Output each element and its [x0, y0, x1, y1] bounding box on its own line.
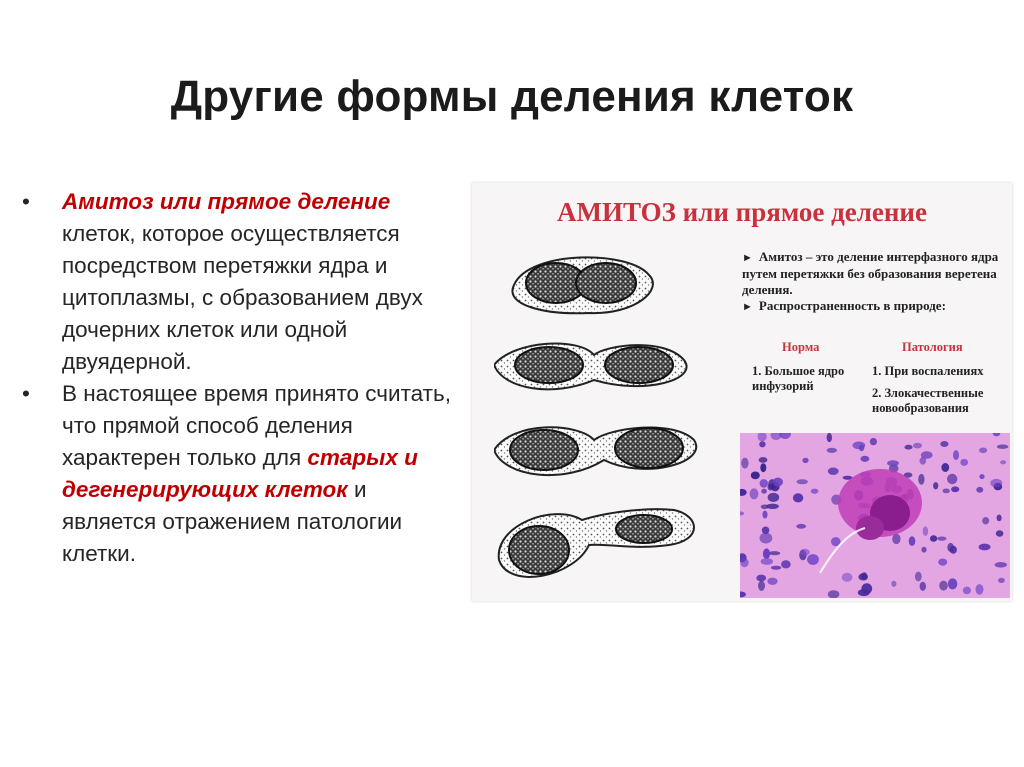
triangle-icon: ► — [742, 301, 753, 313]
stained-cell — [915, 572, 922, 582]
cell-stage-4 — [499, 509, 694, 577]
norm-item: 1. Большое ядро инфузорий — [752, 364, 845, 393]
pathology-item-2: 2. Злокачественные новообразования — [872, 386, 984, 415]
stained-cell — [951, 486, 959, 492]
stained-cell — [982, 517, 989, 524]
stained-cell — [853, 442, 866, 450]
stained-cell — [938, 559, 947, 566]
stained-cell — [793, 493, 803, 502]
stained-cell — [756, 575, 766, 582]
cell-stage-3 — [494, 427, 696, 475]
stained-cell — [947, 543, 954, 552]
stained-cell — [920, 582, 926, 591]
stained-cell — [887, 460, 899, 466]
stained-cell — [918, 474, 924, 485]
stained-cell — [760, 479, 768, 488]
old-cells-intro: В настоящее время принято считать, что прямой способ деления характерен только для — [62, 381, 451, 470]
amitosis-definition: клеток, которое осуществляется посредством перетяжки ядра и цитоплазмы, с образованием двух дочерних клеток или одной двуядерной. — [62, 221, 423, 374]
stained-cell — [995, 562, 1007, 568]
stained-cell — [768, 493, 780, 502]
stained-cell — [781, 560, 791, 568]
stained-cell — [979, 544, 991, 551]
amitosis-term: Амитоз или прямое деление — [62, 189, 391, 214]
stained-cell — [913, 443, 922, 449]
norm-header: Норма — [782, 340, 820, 354]
triangle-icon: ► — [742, 252, 753, 264]
stained-cell — [940, 441, 948, 447]
stained-cell — [943, 489, 950, 494]
stained-cell — [741, 458, 748, 469]
stained-cell — [800, 549, 810, 556]
stained-cell — [762, 511, 767, 519]
stained-cell — [979, 448, 987, 454]
stained-cell — [948, 578, 957, 589]
stained-cell — [939, 581, 948, 591]
micrograph-image — [740, 433, 1010, 598]
stained-cell — [976, 487, 983, 493]
stained-cell — [761, 505, 769, 510]
cell-division-illustration — [494, 245, 734, 595]
stained-cell — [761, 489, 767, 494]
stained-cell — [828, 468, 839, 475]
stained-cell — [997, 515, 1002, 522]
stained-cell — [758, 581, 765, 591]
stained-cell — [811, 489, 819, 494]
stained-cell — [953, 450, 959, 460]
stained-cell — [976, 584, 984, 595]
pathology-item-1: 1. При воспалениях — [872, 364, 984, 378]
stained-cell — [769, 551, 781, 555]
stained-cell — [759, 441, 765, 447]
stained-cell — [892, 534, 900, 544]
stained-cell — [763, 548, 770, 559]
stained-cell — [771, 566, 781, 570]
bullet-list — [22, 186, 462, 570]
stained-cell — [909, 536, 916, 546]
figure-description — [742, 249, 1012, 315]
old-cells-tail: и является отражением патологии клетки. — [62, 477, 403, 566]
figure-definition: ► Амитоз – это деление интерфазного ядра путем перетяжки без образования веретена деления. — [742, 249, 999, 297]
stained-cell — [796, 524, 806, 529]
old-cells-term: старых и дегенерирующих клеток — [62, 445, 418, 502]
stained-cell — [963, 587, 971, 595]
stained-cell — [802, 458, 808, 463]
stained-cell — [750, 488, 759, 499]
bullet-marker: • — [22, 381, 30, 406]
stained-cell — [827, 448, 837, 453]
figure-title: АМИТОЗ или прямое деление — [557, 197, 927, 227]
bullet-marker: • — [22, 189, 30, 214]
slide-title: Другие формы деления клеток — [170, 72, 854, 121]
stained-cell — [751, 472, 760, 480]
stained-cell — [996, 530, 1004, 536]
stained-cell — [1000, 460, 1006, 464]
stained-cell — [933, 482, 938, 489]
cell-stage-2 — [494, 344, 687, 390]
stained-cell — [740, 558, 748, 567]
stained-cell — [941, 463, 949, 472]
stained-cell — [891, 581, 896, 587]
stained-cell — [767, 578, 777, 585]
stained-cell — [760, 533, 773, 544]
stained-cell — [923, 526, 928, 536]
stained-cell — [979, 474, 984, 479]
stained-cell — [960, 459, 968, 466]
stained-cell — [797, 479, 808, 484]
stained-cell — [930, 535, 937, 542]
bullet-amitosis — [22, 186, 462, 378]
stained-cell — [990, 479, 1002, 488]
stained-cell — [861, 456, 870, 462]
stained-cell — [773, 478, 783, 487]
stained-cell — [842, 573, 853, 582]
stained-cell — [998, 578, 1005, 583]
amitosis-figure — [472, 183, 1012, 601]
stained-cell — [861, 583, 872, 594]
stained-cell — [947, 474, 957, 484]
stained-cell — [861, 572, 867, 579]
stained-cell — [997, 445, 1009, 449]
stained-cell — [870, 438, 877, 445]
figure-prevalence: ► Распространенность в природе: — [742, 298, 946, 313]
stained-cell — [759, 457, 768, 463]
stained-cell — [807, 554, 819, 565]
pathology-header: Патология — [902, 340, 963, 354]
stained-cell — [921, 547, 926, 553]
stained-cell — [904, 445, 912, 450]
cell-stage-1 — [512, 257, 652, 313]
stained-cell — [827, 433, 832, 442]
stained-cell — [937, 537, 946, 541]
stained-cell — [761, 558, 773, 565]
stained-cell — [760, 463, 766, 472]
bullet-old-cells — [22, 378, 462, 570]
stained-cell — [921, 451, 933, 459]
